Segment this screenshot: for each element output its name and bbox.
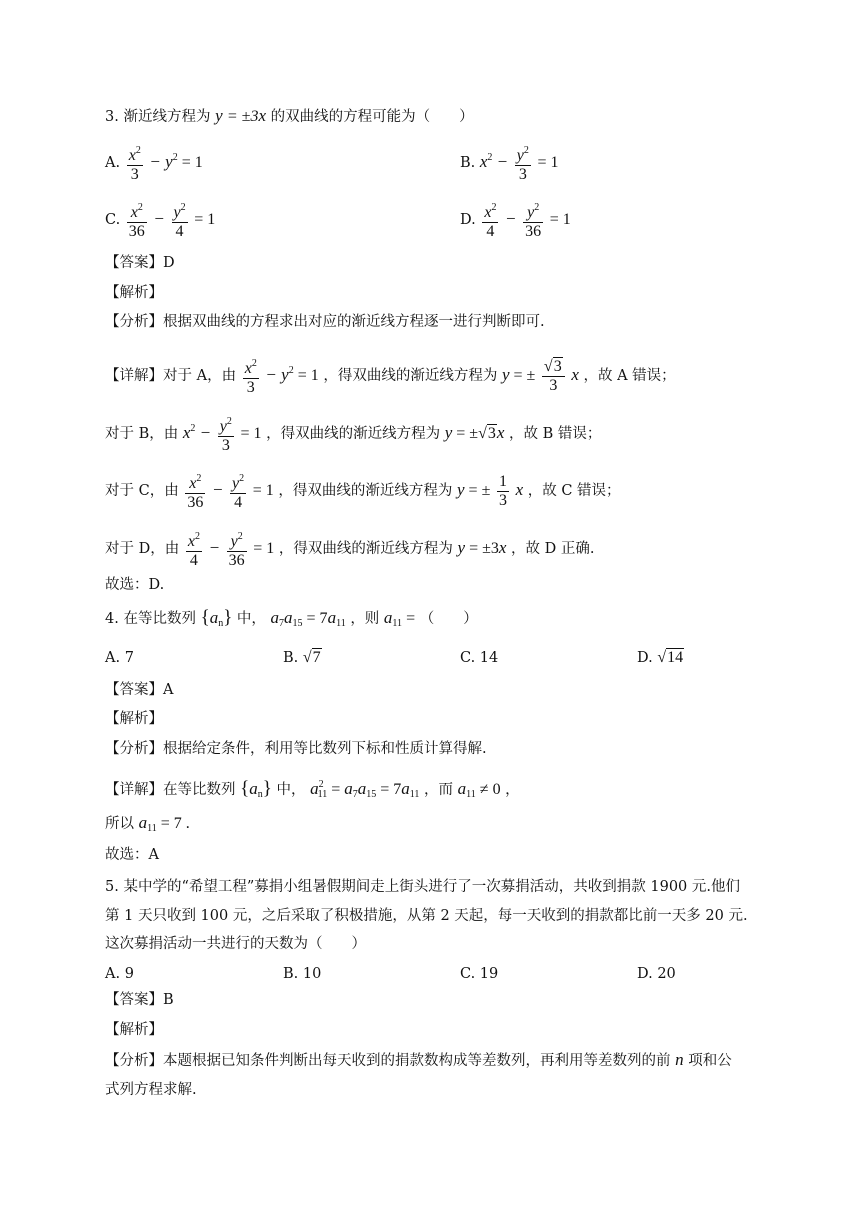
q3-detail-c: 对于 C，由 $\frac{x^2}{36}$ − $\frac{y^2}{4}$ = 1 ，得双曲线的渐近线方程为 y = ± $\frac{1}{3}$ x ，故 C 错误； [105, 470, 621, 512]
q5-option-c: C. 19 [460, 966, 499, 982]
option-label: D. [460, 212, 476, 228]
q4-option-b: B. √7 [283, 649, 321, 666]
q4-option-d: D. √14 [637, 649, 684, 666]
fraction: $\frac{x^2}{36}$ [127, 199, 147, 241]
q5-line-2: 第 1 天只收到 100 元，之后采取了积极措施，从第 2 天起，每一天收到的捐款都比前一天多 20 元. [105, 908, 748, 924]
text: 对于 C，由 [105, 483, 179, 499]
text: 【分析】本题根据已知条件判断出每天收到的捐款数构成等差数列，再利用等差数列的前 [105, 1053, 671, 1069]
fraction: $\frac{y^2}{36}$ [227, 528, 247, 570]
q5-option-d: D. 20 [637, 966, 676, 982]
text: ，故 D 正确. [511, 541, 595, 557]
text: 对于 B，由 [105, 426, 179, 442]
text: ，故 B 错误； [509, 426, 602, 442]
fraction: $\frac{y^2}{36}$ [523, 199, 543, 241]
text: 4. 在等比数列 [105, 611, 196, 627]
q4-option-a: A. 7 [105, 650, 134, 666]
q3-asym-formula: y = ±3x [215, 106, 266, 125]
fraction: $\frac{y^2}{3}$ [218, 413, 234, 455]
fraction: $\frac{x^2}{36}$ [185, 470, 205, 512]
text: 中， [236, 611, 266, 627]
q3-analysis-head: 【解析】 [105, 285, 163, 301]
q5-option-b: B. 10 [283, 966, 322, 982]
q4-gu: 故选：A [105, 847, 159, 863]
fraction: $\frac{x^2}{3}$ [127, 142, 143, 184]
text: 【详解】对于 A，由 [105, 368, 237, 384]
text: （ ） [419, 611, 478, 627]
q4-fenxi: 【分析】根据给定条件，利用等比数列下标和性质计算得解. [105, 741, 487, 757]
fraction: $\frac{1}{3}$ [498, 472, 507, 509]
q3-gu: 故选：D. [105, 577, 165, 593]
q5-fenxi: 【分析】本题根据已知条件判断出每天收到的捐款数构成等差数列，再利用等差数列的前 n 项和公 [105, 1050, 732, 1069]
fraction: $\frac{√3}{3}$ [542, 358, 565, 395]
text: 所以 [105, 816, 134, 832]
text: 【详解】在等比数列 [105, 782, 236, 798]
option-label: C. [105, 212, 121, 228]
fraction: $\frac{x^2}{4}$ [186, 528, 202, 570]
option-label: B. [460, 155, 476, 171]
q3-answer: 【答案】D [105, 255, 175, 271]
text: ，得双曲线的渐近线方程为 [278, 483, 453, 499]
fraction: $\frac{y^2}{3}$ [515, 142, 531, 184]
q3-detail-b: 对于 B，由 $x^2$ − $\frac{y^2}{3}$ = 1 ，得双曲线的渐近线方程为 y = ±√3x ，故 B 错误； [105, 413, 601, 455]
q4-answer: 【答案】A [105, 682, 174, 698]
q3-fenxi: 【分析】根据双曲线的方程求出对应的渐近线方程逐一进行判断即可. [105, 314, 545, 330]
text: ，而 [424, 782, 454, 798]
text: ，得双曲线的渐近线方程为 [266, 426, 441, 442]
q4-option-c: C. 14 [460, 650, 499, 666]
text: 中， [276, 782, 306, 798]
q3-stem [105, 106, 474, 127]
q4-analysis-head: 【解析】 [105, 711, 163, 727]
q4-detail: 【详解】在等比数列 $\{a_n\}$ 中， $a^2_{11} = a_7a_{15} = 7a_{11}$ ，而 $a_{11} \ne 0$ ， [105, 778, 520, 800]
q3-option-d: D. $\frac{x^2}{4}$ − $\frac{y^2}{36}$ = 1 [460, 199, 571, 241]
text: ， [505, 782, 520, 798]
text: ，得双曲线的渐近线方程为 [323, 368, 498, 384]
q3-stem-text: 3. 渐近线方程为 [105, 109, 211, 125]
fraction: $\frac{x^2}{4}$ [482, 199, 498, 241]
q5-option-a: A. 9 [105, 966, 134, 982]
text: ，则 [350, 611, 380, 627]
q3-stem-text-2: 的双曲线的方程可能为（ ） [270, 109, 474, 125]
text: 项和公 [688, 1053, 732, 1069]
q3-option-b: B. $x^2$ − $\frac{y^2}{3}$ = 1 [460, 142, 559, 184]
q5-fenxi-2: 式列方程求解. [105, 1082, 197, 1098]
q5-line-3: 这次募捐活动一共进行的天数为（ ） [105, 936, 366, 952]
q5-line-1: 5. 某中学的“希望工程”募捐小组暑假期间走上街头进行了一次募捐活动，共收到捐款 1900 元.他们 [105, 879, 740, 895]
text: ，得双曲线的渐近线方程为 [278, 541, 453, 557]
q5-analysis-head: 【解析】 [105, 1022, 163, 1038]
q3-detail-d: 对于 D，由 $\frac{x^2}{4}$ − $\frac{y^2}{36}$ = 1 ，得双曲线的渐近线方程为 y = ±3x ，故 D 正确. [105, 528, 594, 570]
text: ，故 C 错误； [527, 483, 621, 499]
text: 对于 D，由 [105, 541, 180, 557]
fraction: $\frac{y^2}{4}$ [172, 199, 188, 241]
q4-stem: 4. 在等比数列 $\{a_n\}$ 中， $a_7a_{15} = 7a_{11}$ ，则 $a_{11}$ = （ ） [105, 607, 478, 629]
q5-answer: 【答案】B [105, 992, 174, 1008]
option-label: A. [105, 155, 121, 171]
text: ，故 A 错误； [583, 368, 676, 384]
q4-suoyi: 所以 $a_{11} = 7$ . [105, 813, 190, 834]
q3-option-c: C. $\frac{x^2}{36}$ − $\frac{y^2}{4}$ = 1 [105, 199, 215, 241]
fraction: $\frac{x^2}{3}$ [243, 355, 259, 397]
q3-option-a: A. $\frac{x^2}{3}$ − $y^2 = 1$ [105, 142, 203, 184]
fraction: $\frac{y^2}{4}$ [230, 470, 246, 512]
option-label: D. [637, 650, 653, 666]
q3-detail-a: 【详解】对于 A，由 $\frac{x^2}{3}$ − $y^2 = 1$ ，得双曲线的渐近线方程为 y = ± $\frac{√3}{3}$ x ，故 A 错误； [105, 355, 676, 397]
option-label: B. [283, 650, 299, 666]
